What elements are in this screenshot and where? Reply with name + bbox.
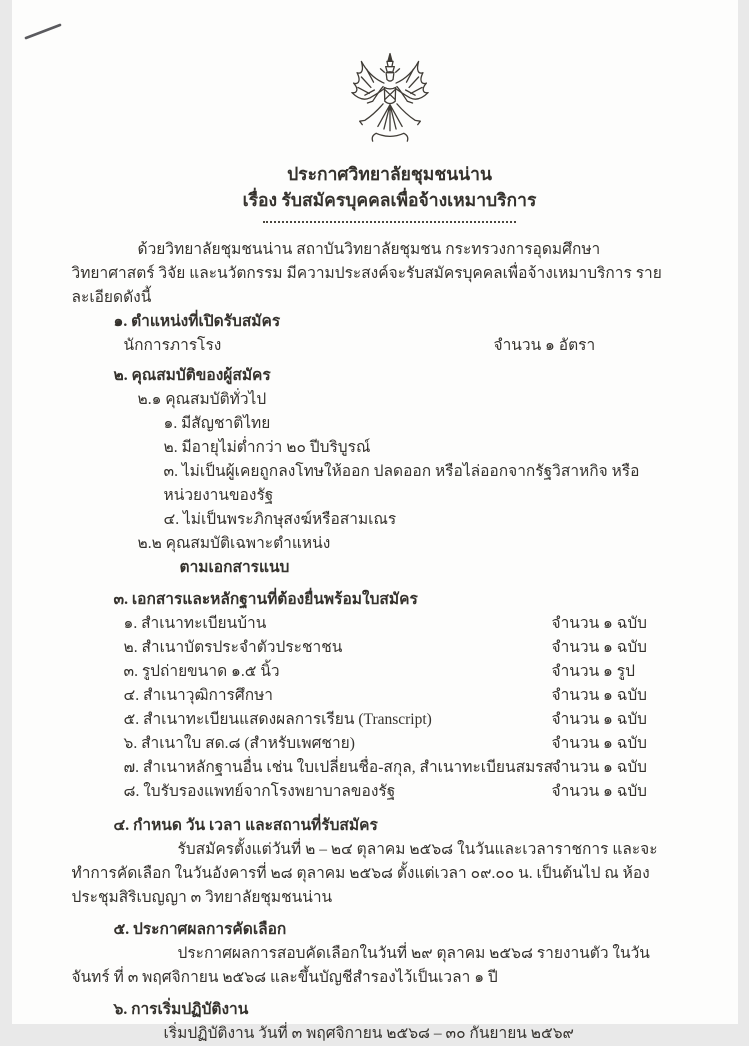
section-4-body: รับสมัครตั้งแต่วันที่ ๒ – ๒๔ ตุลาคม ๒๕๖๘ ในวันและเวลาราชการ และจะทำการคัดเลือก ในวันอังคารที่ ๒๘ ตุลาคม ๒๕๖๘ ตั้งแต่เวลา ๐๙.๐๐ น. เป็นต้นไป ณ ห้องประชุมสิริเบญญา ๓ วิทยาลัยชุมชนน่าน bbox=[72, 838, 678, 910]
document-row bbox=[72, 660, 678, 684]
document-row bbox=[72, 756, 678, 780]
document-row bbox=[72, 612, 678, 636]
section-3-heading: ๓. เอกสารและหลักฐานที่ต้องยื่นพร้อมใบสมัคร bbox=[72, 588, 678, 612]
intro-paragraph: ด้วยวิทยาลัยชุมชนน่าน สถาบันวิทยาลัยชุมชน กระทรวงการอุดมศึกษา วิทยาศาสตร์ วิจัย และนวัตกรรม มีความประสงค์จะรับสมัครบุคคลเพื่อจ้างเหมาบริการ รายละเอียดดังนี้ bbox=[72, 238, 678, 310]
document-header bbox=[27, 0, 749, 223]
position-row bbox=[72, 334, 678, 358]
document-label: ๗. สำเนาหลักฐานอื่น เช่น ใบเปลี่ยนชื่อ-สกุล, สำเนาทะเบียนสมรส bbox=[72, 756, 678, 780]
document-label: ๔. สำเนาวุฒิการศึกษา bbox=[72, 684, 678, 708]
document-label: ๘. ใบรับรองแพทย์จากโรงพยาบาลของรัฐ bbox=[72, 780, 678, 804]
garuda-emblem-icon bbox=[338, 50, 442, 156]
document-title: ประกาศวิทยาลัยชุมชนน่าน bbox=[27, 161, 749, 187]
document-count: จำนวน ๑ ฉบับ bbox=[552, 636, 648, 660]
qualification-item: ๑. มีสัญชาติไทย bbox=[72, 412, 678, 436]
document-count: จำนวน ๑ ฉบับ bbox=[552, 684, 648, 708]
document-subject: เรื่อง รับสมัครบุคคลเพื่อจ้างเหมาบริการ bbox=[27, 187, 749, 213]
document-row bbox=[72, 780, 678, 804]
document-label: ๓. รูปถ่ายขนาด ๑.๕ นิ้ว bbox=[72, 660, 678, 684]
document-body bbox=[72, 238, 678, 1046]
section-6-body: เริ่มปฏิบัติงาน วันที่ ๓ พฤศจิกายน ๒๕๖๘ – ๓๐ กันยายน ๒๕๖๙ bbox=[72, 1022, 678, 1046]
document-label: ๑. สำเนาทะเบียนบ้าน bbox=[72, 612, 678, 636]
document-row bbox=[72, 732, 678, 756]
section-4-heading: ๔. กำหนด วัน เวลา และสถานที่รับสมัคร bbox=[72, 814, 678, 838]
section-6-heading: ๖. การเริ่มปฏิบัติงาน bbox=[72, 998, 678, 1022]
document-count: จำนวน ๑ ฉบับ bbox=[552, 756, 648, 780]
section-2-heading: ๒. คุณสมบัติของผู้สมัคร bbox=[72, 364, 678, 388]
document-count: จำนวน ๑ ฉบับ bbox=[552, 708, 648, 732]
qualification-item: ๒. มีอายุไม่ต่ำกว่า ๒๐ ปีบริบูรณ์ bbox=[72, 436, 678, 460]
document-count: จำนวน ๑ ฉบับ bbox=[552, 612, 648, 636]
document-row bbox=[72, 684, 678, 708]
position-name: นักการภารโรง bbox=[72, 337, 222, 354]
document-row bbox=[72, 636, 678, 660]
dotted-divider bbox=[263, 221, 516, 223]
qualification-item: ๓. ไม่เป็นผู้เคยถูกลงโทษให้ออก ปลดออก หรือไล่ออกจากรัฐวิสาหกิจ หรือหน่วยงานของรัฐ bbox=[72, 460, 678, 508]
document-count: จำนวน ๑ ฉบับ bbox=[552, 732, 648, 756]
qualification-general-heading: ๒.๑ คุณสมบัติทั่วไป bbox=[72, 388, 678, 412]
document-count: จำนวน ๑ รูป bbox=[552, 660, 635, 684]
section-5-heading: ๕. ประกาศผลการคัดเลือก bbox=[72, 918, 678, 942]
section-1-heading: ๑. ตำแหน่งที่เปิดรับสมัคร bbox=[72, 310, 678, 334]
document-label: ๕. สำเนาทะเบียนแสดงผลการเรียน (Transcript) bbox=[72, 708, 678, 732]
document-label: ๒. สำเนาบัตรประจำตัวประชาชน bbox=[72, 636, 678, 660]
document-count: จำนวน ๑ ฉบับ bbox=[552, 780, 648, 804]
scanned-announcement-page bbox=[12, 0, 738, 1024]
document-row bbox=[72, 708, 678, 732]
section-5-body: ประกาศผลการสอบคัดเลือกในวันที่ ๒๙ ตุลาคม ๒๕๖๘ รายงานตัว ในวันจันทร์ ที่ ๓ พฤศจิกายน ๒๕๖๘ และขึ้นบัญชีสำรองไว้เป็นเวลา ๑ ปี bbox=[72, 942, 678, 990]
document-label: ๖. สำเนาใบ สด.๘ (สำหรับเพศชาย) bbox=[72, 732, 678, 756]
qualification-specific-heading: ๒.๒ คุณสมบัติเฉพาะตำแหน่ง bbox=[72, 532, 678, 556]
qualification-item: ๔. ไม่เป็นพระภิกษุสงฆ์หรือสามเณร bbox=[72, 508, 678, 532]
position-quantity: จำนวน ๑ อัตรา bbox=[494, 334, 596, 358]
attachment-note: ตามเอกสารแนบ bbox=[72, 556, 678, 580]
